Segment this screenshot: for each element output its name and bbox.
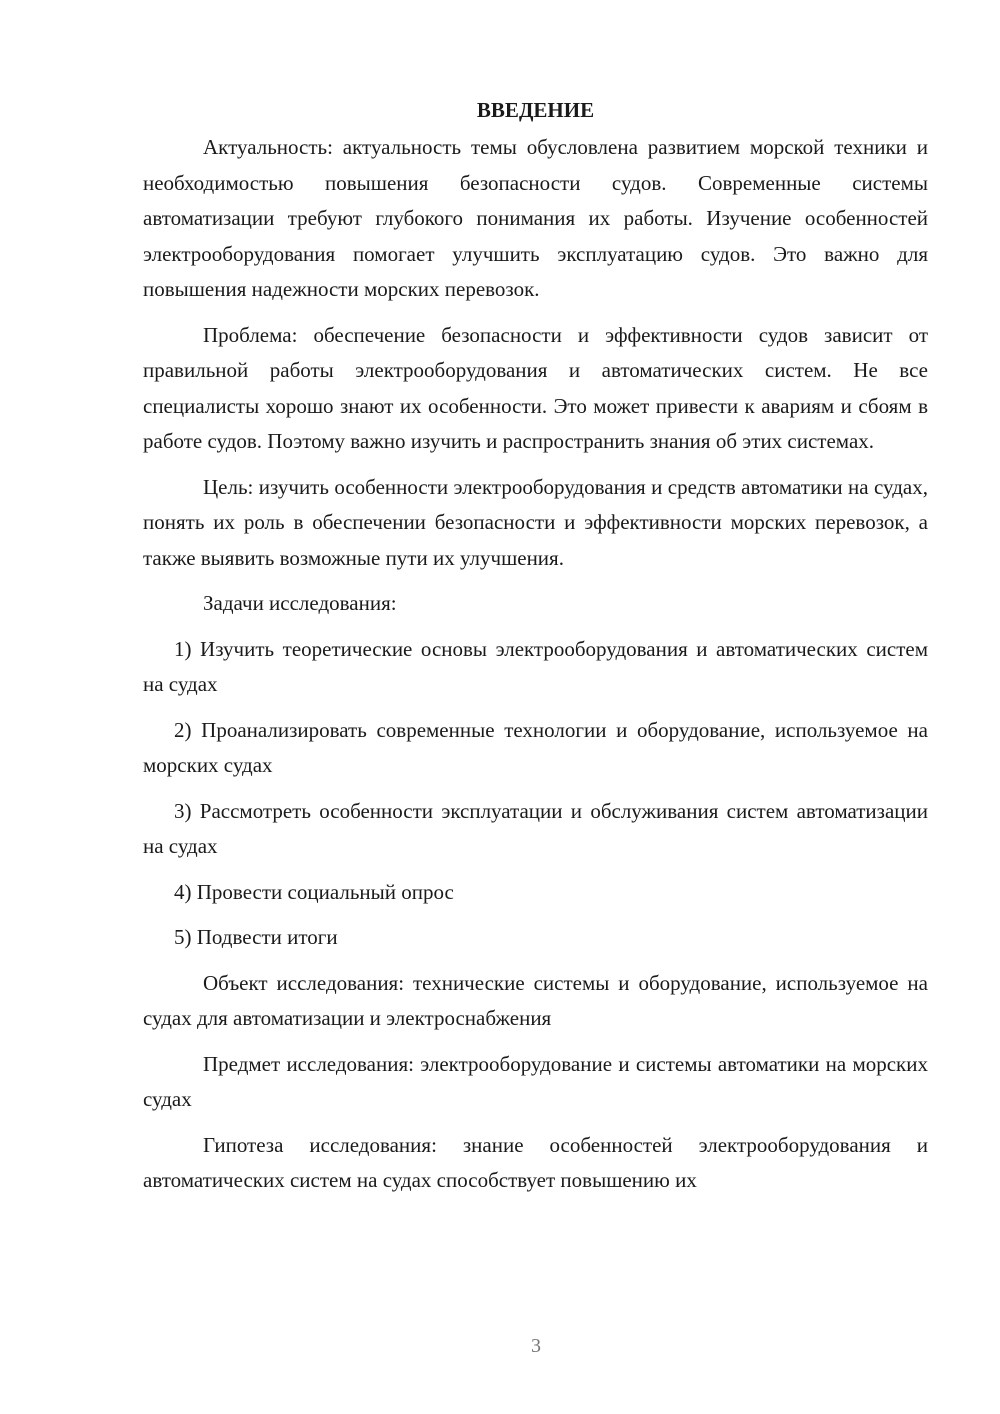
task-item-2: 2) Проанализировать современные технологии и оборудование, используемое на морских судах xyxy=(143,717,928,777)
paragraph-goal: Цель: изучить особенности электрооборудования и средств автоматики на судах, понять их роль в обеспечении безопасности и эффективности морских перевозок, а также выявить возможные пути их улучшения. xyxy=(143,474,928,570)
paragraph-problem: Проблема: обеспечение безопасности и эффективности судов зависит от правильной работы электрооборудования и автоматических систем. Не все специалисты хорошо знают их особенности. Это может привести к авариям и сбоям в работе судов. Поэтому важно изучить и распространить знания об этих системах. xyxy=(143,322,928,453)
task-item-5: 5) Подвести итоги xyxy=(174,925,338,949)
page-number: 3 xyxy=(531,1335,541,1357)
paragraph-subject: Предмет исследования: электрооборудование и системы автоматики на морских судах xyxy=(143,1051,928,1111)
task-item-1: 1) Изучить теоретические основы электрооборудования и автоматических систем на судах xyxy=(143,636,928,696)
page-content xyxy=(143,96,928,1209)
task-item-4: 4) Провести социальный опрос xyxy=(174,879,454,904)
paragraph-relevance: Актуальность: актуальность темы обусловлена развитием морской техники и необходимостью повышения безопасности судов. Современные системы автоматизации требуют глубокого понимания их работы. Изучение особенностей электрооборудования помогает улучшить эксплуатацию судов. Это важно для повышения надежности морских перевозок. xyxy=(143,135,928,301)
paragraph-hypothesis: Гипотеза исследования: знание особенностей электрооборудования и автоматических систем на судах способствует повышению их xyxy=(143,1132,928,1192)
paragraph-object: Объект исследования: технические системы и оборудование, используемое на судах для автоматизации и электроснабжения xyxy=(143,970,928,1030)
tasks-heading: Задачи исследования: xyxy=(203,591,397,615)
task-item-3: 3) Рассмотреть особенности эксплуатации и обслуживания систем автоматизации на судах xyxy=(143,798,928,858)
section-title: ВВЕДЕНИЕ xyxy=(476,98,595,122)
